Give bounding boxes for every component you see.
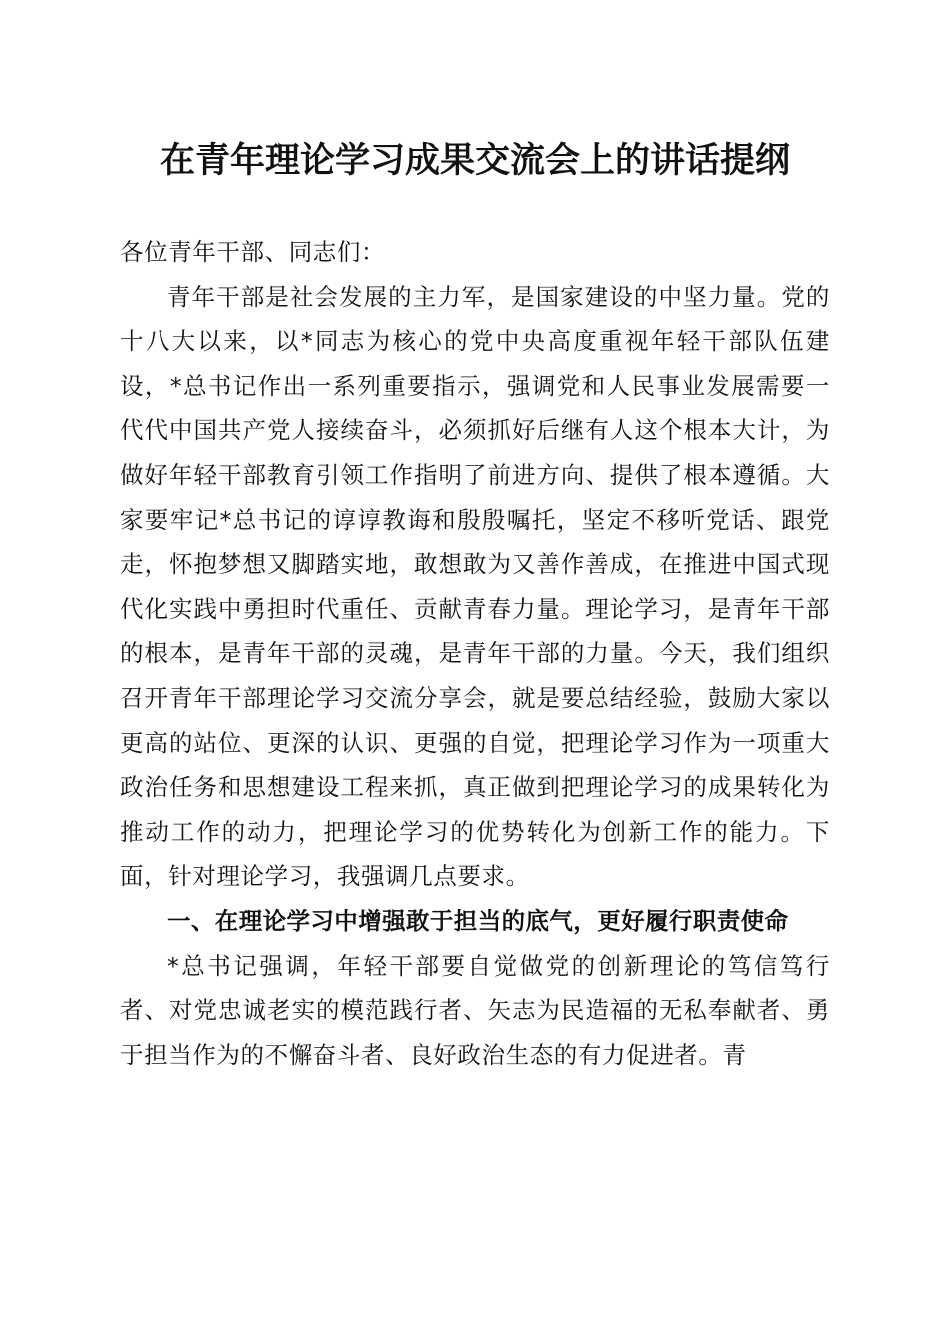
document-title: 在青年理论学习成果交流会上的讲话提纲 (159, 140, 790, 181)
document-body (120, 230, 830, 1077)
intro-paragraph: 青年干部是社会发展的主力军，是国家建设的中坚力量。党的十八大以来，以*同志为核心的党中央高度重视年轻干部队伍建设，*总书记作出一系列重要指示，强调党和人民事业发展需要一代代中国共产党人接续奋斗，必须抓好后继有人这个根本大计，为做好年轻干部教育引领工作指明了前进方向、提供了根本遵循。大家要牢记*总书记的谆谆教诲和殷殷嘱托，坚定不移听党话、跟党走，怀抱梦想又脚踏实地，敢想敢为又善作善成，在推进中国式现代化实践中勇担时代重任、贡献青春力量。理论学习，是青年干部的根本，是青年干部的灵魂，是青年干部的力量。今天，我们组织召开青年干部理论学习交流分享会，就是要总结经验，鼓励大家以更高的站位、更深的认识、更强的自觉，把理论学习作为一项重大政治任务和思想建设工程来抓，真正做到把理论学习的成果转化为推动工作的动力，把理论学习的优势转化为创新工作的能力。下面，针对理论学习，我强调几点要求。 (120, 282, 830, 891)
section-1-paragraph: *总书记强调，年轻干部要自觉做党的创新理论的笃信笃行者、对党忠诚老实的模范践行者、矢志为民造福的无私奉献者、勇于担当作为的不懈奋斗者、良好政治生态的有力促进者。青 (120, 951, 830, 1069)
section-heading-1: 一、在理论学习中增强敢于担当的底气，更好履行职责使命 (167, 906, 789, 935)
salutation: 各位青年干部、同志们： (120, 238, 386, 266)
